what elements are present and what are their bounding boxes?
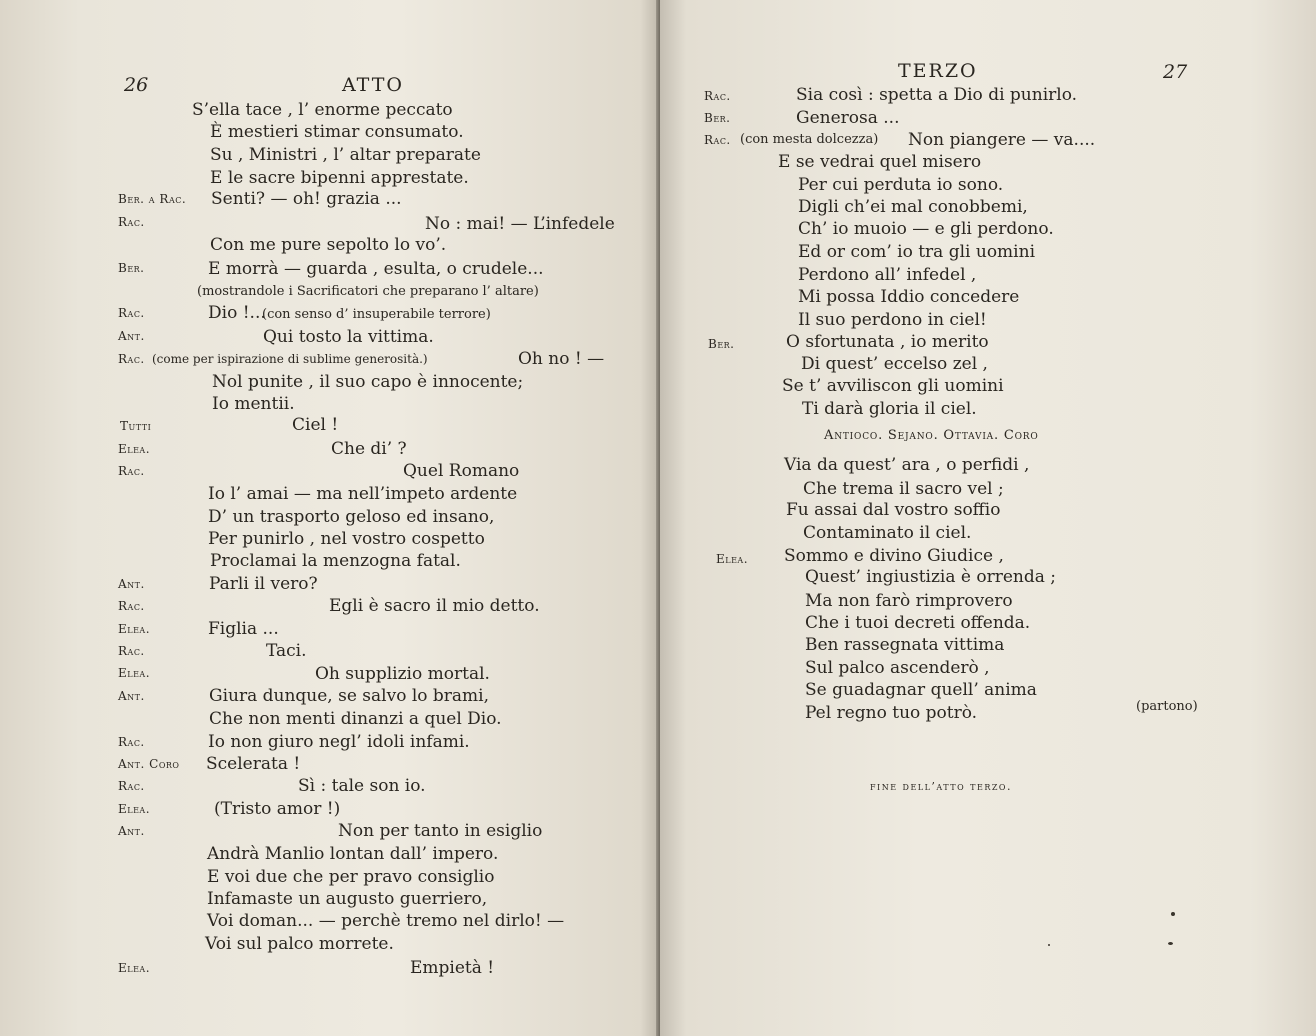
verse-line: E voi due che per pravo consiglio: [207, 867, 495, 887]
verse-line: Infamaste un augusto guerriero,: [207, 889, 488, 909]
speaker-label: Elea.: [118, 802, 151, 816]
speaker-label: Tutti: [120, 419, 152, 433]
verse-line: Pel regno tuo potrò.: [805, 703, 978, 723]
stage-direction: (con mesta dolcezza): [740, 132, 879, 147]
verse-line: (Tristo amor !): [214, 799, 341, 819]
verse-line: Per cui perduta io sono.: [798, 175, 1004, 195]
verse-line: Sommo e divino Giudice ,: [784, 546, 1004, 566]
speaker-label: Rac.: [118, 735, 145, 749]
stage-direction: (come per ispirazione di sublime generosità.): [152, 352, 428, 366]
verse-line: Con me pure sepolto lo vo’.: [210, 235, 447, 255]
speaker-label: Ant.: [118, 577, 145, 591]
verse-line: Il suo perdono in ciel!: [798, 310, 987, 330]
verse-line: Che trema il sacro vel ;: [803, 479, 1004, 499]
verse-line: È mestieri stimar consumato.: [210, 122, 464, 142]
verse-line: Voi sul palco morrete.: [205, 934, 394, 954]
verse-line: Ch’ io muoio — e gli perdono.: [798, 219, 1054, 239]
stage-direction: (con senso d’ insuperabile terrore): [262, 307, 491, 322]
speaker-label: Ber.: [118, 261, 145, 275]
speaker-label: Rac.: [118, 306, 145, 320]
verse-line: Quest’ ingiustizia è orrenda ;: [805, 567, 1056, 587]
verse-line: Contaminato il ciel.: [803, 523, 972, 543]
verse-line: Io mentii.: [212, 394, 295, 414]
verse-line: E morrà — guarda , esulta, o crudele...: [208, 259, 544, 279]
verse-line: Che i tuoi decreti offenda.: [805, 613, 1031, 633]
verse-line: E se vedrai quel misero: [778, 152, 982, 172]
verse-line: Voi doman... — perchè tremo nel dirlo! —: [207, 911, 565, 931]
speaker-label: Ber. a Rac.: [118, 192, 187, 206]
verse-line: Che non menti dinanzi a quel Dio.: [209, 709, 502, 729]
stage-direction: (mostrandole i Sacrificatori che preparano l’ altare): [197, 284, 539, 299]
speaker-label: Elea.: [118, 961, 151, 975]
verse-line: Ti darà gloria il ciel.: [802, 399, 977, 419]
verse-line: Su , Ministri , l’ altar preparate: [210, 145, 481, 165]
speaker-label: Rac.: [118, 599, 145, 613]
cast-list: Antioco. Sejano. Ottavia. Coro: [824, 428, 1039, 443]
verse-line: Egli è sacro il mio detto.: [329, 596, 540, 616]
end-of-act-note: fine dell’atto terzo.: [870, 780, 1012, 793]
verse-line: Senti? — oh! grazia ...: [211, 189, 402, 209]
verse-line: Non piangere — va....: [908, 130, 1096, 150]
verse-line: S’ella tace , l’ enorme peccato: [192, 100, 453, 120]
verse-line: Ed or com’ io tra gli uomini: [798, 242, 1036, 262]
verse-line: Ciel !: [292, 415, 339, 435]
verse-line: Mi possa Iddio concedere: [798, 287, 1020, 307]
verse-line: Io non giuro negl’ idoli infami.: [208, 732, 470, 752]
speaker-label: Ant.: [118, 329, 145, 343]
speaker-label: Ant.: [118, 689, 145, 703]
verse-line: Oh supplizio mortal.: [315, 664, 490, 684]
verse-line: Andrà Manlio lontan dall’ impero.: [207, 844, 499, 864]
verse-line: Digli ch’ei mal conobbemi,: [798, 197, 1028, 217]
ink-speck: [1171, 912, 1175, 916]
running-header-right: TERZO: [898, 60, 978, 82]
speaker-label: Rac.: [118, 215, 145, 229]
verse-line: E le sacre bipenni apprestate.: [210, 168, 469, 188]
speaker-label: Rac.: [704, 89, 731, 103]
speaker-label: Rac.: [118, 464, 145, 478]
speaker-label: Rac.: [704, 133, 731, 147]
verse-line: Se guadagnar quell’ anima: [805, 680, 1037, 700]
verse-line: Scelerata !: [206, 754, 301, 774]
verse-line: D’ un trasporto geloso ed insano,: [208, 507, 495, 527]
verse-line: Perdono all’ infedel ,: [798, 265, 977, 285]
speaker-label: Ant. Coro: [118, 757, 180, 771]
verse-line: Generosa ...: [796, 108, 900, 128]
speaker-label: Elea.: [118, 666, 151, 680]
verse-line: Ben rassegnata vittima: [805, 635, 1005, 655]
speaker-label: Ber.: [704, 111, 731, 125]
verse-line: Taci.: [266, 641, 307, 661]
verse-line: Qui tosto la vittima.: [263, 327, 434, 347]
verse-line: Proclamai la menzogna fatal.: [210, 551, 461, 571]
verse-line: Parli il vero?: [209, 574, 318, 594]
page-number-left: 26: [124, 74, 149, 96]
speaker-label: Elea.: [118, 442, 151, 456]
ink-speck: [1048, 944, 1050, 946]
verse-line: Non per tanto in esiglio: [338, 821, 543, 841]
speaker-label: Ber.: [708, 337, 735, 351]
right-page: [660, 0, 1316, 1036]
speaker-label: Elea.: [118, 622, 151, 636]
speaker-label: Rac.: [118, 352, 145, 366]
verse-line: Via da quest’ ara , o perfidi ,: [784, 455, 1030, 475]
stage-direction: (partono): [1136, 699, 1198, 714]
ink-speck: [1168, 942, 1173, 945]
verse-line: Di quest’ eccelso zel ,: [801, 354, 988, 374]
verse-line: Sia così : spetta a Dio di punirlo.: [796, 85, 1078, 105]
verse-line: Quel Romano: [403, 461, 520, 481]
verse-line: Empietà !: [410, 958, 495, 978]
verse-line: No : mai! — L’infedele: [425, 214, 615, 234]
speaker-label: Rac.: [118, 644, 145, 658]
verse-line: Giura dunque, se salvo lo brami,: [209, 686, 490, 706]
running-header-left: ATTO: [342, 74, 404, 96]
verse-line: Per punirlo , nel vostro cospetto: [208, 529, 485, 549]
verse-line: Io l’ amai — ma nell’impeto ardente: [208, 484, 518, 504]
verse-line: Sul palco ascenderò ,: [805, 658, 990, 678]
verse-line: Nol punite , il suo capo è innocente;: [212, 372, 524, 392]
verse-line: Fu assai dal vostro soffio: [786, 500, 1001, 520]
speaker-label: Ant.: [118, 824, 145, 838]
verse-line: O sfortunata , io merito: [786, 332, 989, 352]
speaker-label: Elea.: [716, 552, 749, 566]
verse-line: Ma non farò rimprovero: [805, 591, 1013, 611]
verse-line: Sì : tale son io.: [298, 776, 426, 796]
verse-line: Se t’ avviliscon gli uomini: [782, 376, 1004, 396]
page-number-right: 27: [1163, 61, 1188, 83]
verse-line: Che di’ ?: [331, 439, 407, 459]
verse-line: Dio !...: [208, 303, 266, 323]
verse-line: Oh no ! —: [518, 349, 605, 369]
speaker-label: Rac.: [118, 779, 145, 793]
verse-line: Figlia ...: [208, 619, 279, 639]
